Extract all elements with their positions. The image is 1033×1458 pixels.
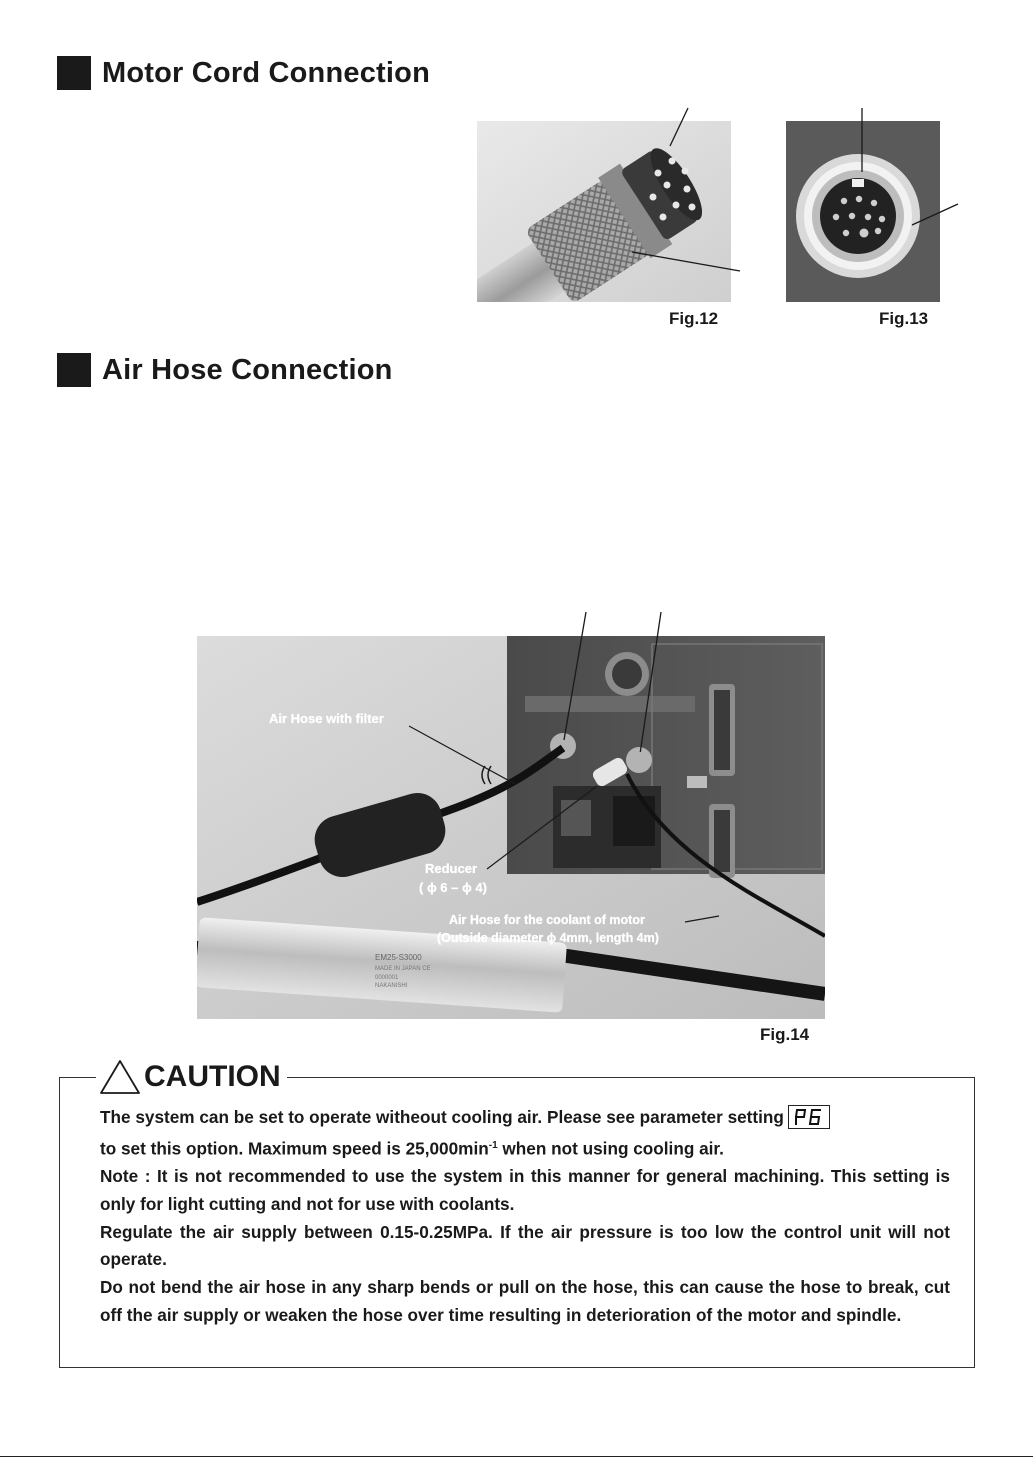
- bottom-rule: [0, 1456, 1033, 1457]
- caution-body: [100, 1104, 950, 1329]
- label-coolant-hose: Air Hose for the coolant of motor: [449, 913, 645, 927]
- caution-paragraph-4: Do not bend the air hose in any sharp bends or pull on the hose, this can cause the hose to break, cut off the air supply or weaken the hose over time resulting in deterioration of the motor and spindle.: [100, 1276, 950, 1325]
- warning-triangle-icon: [98, 1058, 142, 1096]
- section-title: Motor Cord Connection: [102, 56, 430, 89]
- section-title: Air Hose Connection: [102, 353, 393, 386]
- label-coolant-hose-spec: (Outside diameter ϕ 4mm, length 4m): [437, 931, 659, 945]
- fig12-caption: Fig.12: [669, 309, 719, 328]
- caution-title-text: CAUTION: [144, 1060, 281, 1093]
- lcd-parameter-display: [788, 1105, 830, 1129]
- unit-superscript: -1: [488, 1139, 498, 1151]
- fig14-caption: Fig.14: [760, 1025, 810, 1044]
- fig12-13-leader-lines: [0, 0, 1033, 330]
- lcd-p6-icon: [792, 1108, 826, 1126]
- caution-paragraph-1: [100, 1104, 950, 1163]
- label-air-hose-filter: Air Hose with filter: [269, 711, 384, 726]
- label-reducer: Reducer: [425, 861, 478, 876]
- caution-paragraph-2: Note : It is not recommended to use the system in this manner for general machining. This setting is only for light cutting and not for use with coolants.: [100, 1166, 950, 1214]
- spindle-print-4: NAKANISHI: [375, 983, 408, 989]
- caution-line-2-end: when not using cooling air.: [497, 1138, 724, 1159]
- caution-title: [96, 1058, 287, 1096]
- spindle-print-1: EM25-S3000: [375, 953, 422, 962]
- spindle-print-3: 0000001: [375, 975, 399, 981]
- heading-square-icon: [57, 353, 91, 387]
- fig14-top-leader-lines: [0, 612, 1033, 752]
- section-heading-air-hose: [57, 353, 393, 387]
- caution-paragraph-3: Regulate the air supply between 0.15-0.25MPa. If the air pressure is too low the control unit will not operate.: [100, 1221, 950, 1270]
- label-reducer-size: ( ϕ 6 – ϕ 4): [419, 880, 487, 895]
- fig13-caption: Fig.13: [879, 309, 929, 328]
- spindle-print-2: MADE IN JAPAN CE: [375, 966, 431, 972]
- caution-line-1: The system can be set to operate witheout cooling air. Please see parameter setting: [100, 1107, 784, 1127]
- caution-line-2: to set this option. Maximum speed is 25,000min: [100, 1138, 489, 1159]
